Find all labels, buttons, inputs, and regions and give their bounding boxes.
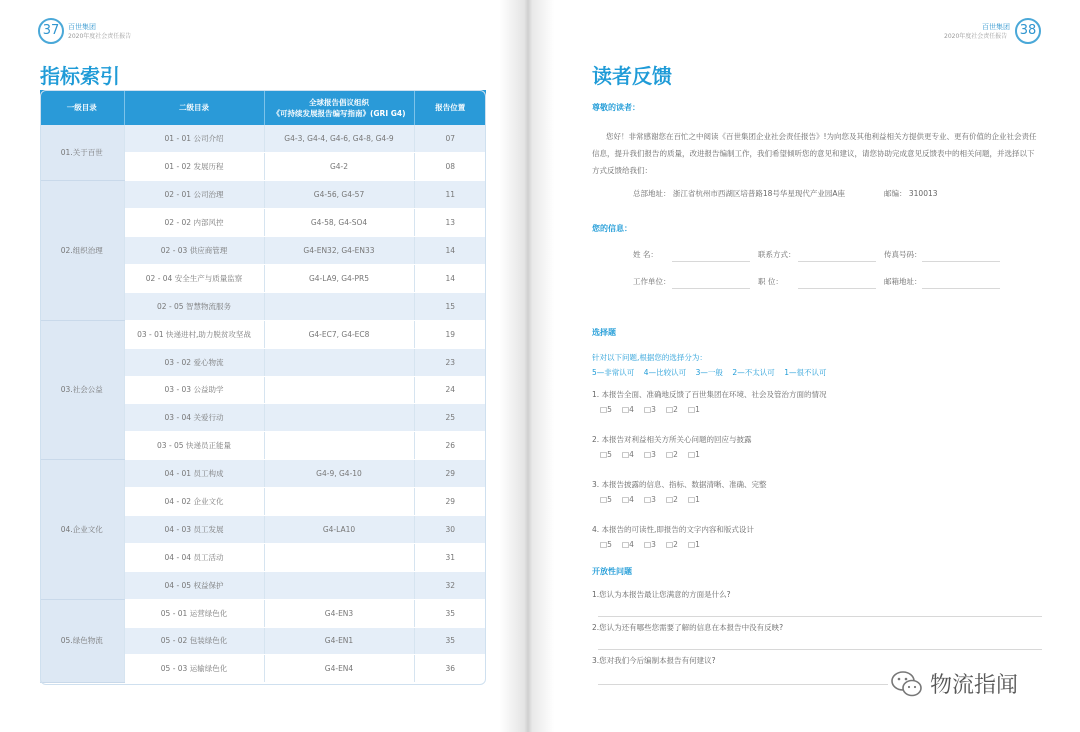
postcode: 邮编： 310013 [884, 189, 938, 198]
choice-question-1: 1. 本报告全面、准确地反馈了百世集团在环境、社会及管治方面的情况 [592, 390, 827, 399]
field-fax-input[interactable] [922, 261, 1000, 262]
open-answer-2[interactable] [598, 649, 1042, 650]
page-cell: 30 [414, 515, 486, 543]
book-gutter [500, 0, 554, 732]
open-question-1: 1.您认为本报告最让您满意的方面是什么? [592, 590, 731, 599]
field-name-input[interactable] [672, 261, 750, 262]
page-number-right: 38 [1015, 18, 1041, 44]
field-name-label: 姓 名： [633, 250, 658, 259]
group-cell: 02.组织治理 [40, 181, 124, 320]
field-position-label: 职 位： [758, 277, 783, 286]
gri-cell [264, 432, 414, 460]
gri-cell: G4-58, G4-SO4 [264, 209, 414, 237]
rating-option[interactable]: □5 [600, 405, 612, 414]
header-level1: 一级目录 [40, 90, 124, 125]
watermark-text: 物流指闻 [930, 673, 1019, 698]
page-cell: 19 [414, 320, 486, 348]
gri-cell [264, 348, 414, 376]
rating-option[interactable]: □1 [688, 450, 700, 459]
page-cell: 25 [414, 404, 486, 432]
rating-option[interactable]: □4 [622, 495, 634, 504]
gri-cell [264, 376, 414, 404]
page-cell: 35 [414, 627, 486, 655]
table-header-row [40, 90, 486, 125]
gri-cell [264, 404, 414, 432]
section-cell: 04 - 05 权益保护 [124, 571, 264, 599]
watermark [890, 668, 1018, 699]
group-cell: 03.社会公益 [40, 320, 124, 459]
section-cell: 02 - 05 智慧物流服务 [124, 292, 264, 320]
field-company-input[interactable] [672, 288, 750, 289]
rating-option[interactable]: □4 [622, 450, 634, 459]
rating-option[interactable]: □5 [600, 540, 612, 549]
table-row [40, 320, 486, 348]
open-question-3: 3.您对我们今后编制本报告有何建议? [592, 656, 716, 665]
choice-question-4: 4. 本报告的可读性,即报告的文字内容和版式设计 [592, 525, 754, 534]
section-cell: 04 - 03 员工发展 [124, 515, 264, 543]
section-cell: 01 - 02 发展历程 [124, 153, 264, 181]
field-fax-label: 传真号码： [884, 250, 922, 259]
section-cell: 05 - 01 运营绿色化 [124, 599, 264, 627]
field-contact-input[interactable] [798, 261, 876, 262]
page-cell: 07 [414, 125, 486, 153]
gri-cell [264, 292, 414, 320]
rating-option[interactable]: □2 [666, 450, 678, 459]
section-cell: 02 - 04 安全生产与质量监察 [124, 264, 264, 292]
rating-option[interactable]: □3 [644, 450, 656, 459]
page-cell: 23 [414, 348, 486, 376]
section-cell: 02 - 03 供应商管理 [124, 237, 264, 265]
section-cell: 03 - 01 快递进村,助力脱贫攻坚战 [124, 320, 264, 348]
salutation: 尊敬的读者： [592, 103, 640, 112]
rating-option[interactable]: □3 [644, 405, 656, 414]
section-cell: 04 - 02 企业文化 [124, 488, 264, 516]
gri-cell: G4-EC7, G4-EC8 [264, 320, 414, 348]
page-cell: 13 [414, 209, 486, 237]
group-cell: 05.绿色物流 [40, 599, 124, 683]
rating-option[interactable]: □3 [644, 540, 656, 549]
feedback-title: 读者反馈 [592, 64, 672, 88]
field-contact-label: 联系方式： [758, 250, 796, 259]
page-cell: 15 [414, 292, 486, 320]
choice-question-3: 3. 本报告披露的信息、指标、数据清晰、准确、完整 [592, 480, 767, 489]
rating-option[interactable]: □5 [600, 495, 612, 504]
page-cell: 29 [414, 488, 486, 516]
gri-cell [264, 571, 414, 599]
section-cell: 05 - 02 包装绿色化 [124, 627, 264, 655]
rating-option[interactable]: □5 [600, 450, 612, 459]
index-table [40, 90, 486, 683]
choice-question-2: 2. 本报告对利益相关方所关心问题的回应与披露 [592, 435, 752, 444]
gri-cell: G4-EN4 [264, 655, 414, 683]
gri-cell: G4-2 [264, 153, 414, 181]
page-cell: 14 [414, 264, 486, 292]
rating-option[interactable]: □2 [666, 405, 678, 414]
rating-option[interactable]: □3 [644, 495, 656, 504]
gri-cell: G4-9, G4-10 [264, 460, 414, 488]
header-level2: 二级目录 [124, 90, 264, 125]
section-cell: 03 - 04 关爱行动 [124, 404, 264, 432]
hq-address: 总部地址： 浙江省杭州市西湖区培普路18号华星现代产业园A座 [633, 189, 846, 198]
gri-cell: G4-EN1 [264, 627, 414, 655]
field-email-input[interactable] [922, 288, 1000, 289]
rating-option[interactable]: □1 [688, 405, 700, 414]
group-cell: 04.企业文化 [40, 460, 124, 599]
rating-option[interactable]: □2 [666, 540, 678, 549]
open-answer-1[interactable] [598, 616, 1042, 617]
table-row [40, 460, 486, 488]
section-cell: 03 - 03 公益助学 [124, 376, 264, 404]
table-row [40, 599, 486, 627]
rating-option[interactable]: □4 [622, 405, 634, 414]
page-cell: 35 [414, 599, 486, 627]
open-answer-3[interactable] [598, 684, 888, 685]
field-position-input[interactable] [798, 288, 876, 289]
gri-cell: G4-EN32, G4-EN33 [264, 237, 414, 265]
gri-cell: G4-LA9, G4-PR5 [264, 264, 414, 292]
section-cell: 02 - 02 内部风控 [124, 209, 264, 237]
gri-cell [264, 543, 414, 571]
section-cell: 03 - 05 快递员正能量 [124, 432, 264, 460]
gri-cell [264, 488, 414, 516]
report-right: 2020年度社会责任报告 [944, 33, 1008, 40]
rating-option[interactable]: □1 [688, 540, 700, 549]
section-cell: 05 - 03 运输绿色化 [124, 655, 264, 683]
choice-hint: 针对以下问题,根据您的选择分为： [592, 353, 707, 362]
table-row [40, 125, 486, 153]
page-number-left: 37 [38, 18, 64, 44]
section-cell: 01 - 01 公司介绍 [124, 125, 264, 153]
report-left: 2020年度社会责任报告 [68, 33, 132, 40]
section-cell: 04 - 01 员工构成 [124, 460, 264, 488]
page-cell: 32 [414, 571, 486, 599]
group-cell: 01.关于百世 [40, 125, 124, 181]
section-cell: 04 - 04 员工活动 [124, 543, 264, 571]
page-cell: 08 [414, 153, 486, 181]
brand-right: 百世集团 [982, 23, 1010, 31]
rating-scale: 5—非常认可 4—比较认可 3—一般 2—不太认可 1—很不认可 [592, 368, 827, 377]
gri-cell: G4-56, G4-57 [264, 181, 414, 209]
header-page: 报告位置 [414, 90, 486, 125]
page-cell: 26 [414, 432, 486, 460]
page-cell: 11 [414, 181, 486, 209]
page-cell: 24 [414, 376, 486, 404]
rating-option[interactable]: □2 [666, 495, 678, 504]
brand-left: 百世集团 [68, 23, 96, 31]
open-title: 开放性问题 [592, 567, 632, 576]
rating-option[interactable]: □1 [688, 495, 700, 504]
info-title: 您的信息： [592, 224, 632, 233]
table-row [40, 181, 486, 209]
intro-paragraph: 您好！非常感谢您在百忙之中阅读《百世集团企业社会责任报告》!为向您及其他利益相关方提供更专业、更有价值的企业社会责任信息，提升我们报告的质量，改进报告编制工作，我们希望倾听您的意见和建议，请您协助完成意见反馈表中的相关问题，并选择以下方式反馈给我们： [592, 132, 1037, 175]
page-cell: 14 [414, 237, 486, 265]
field-company-label: 工作单位： [633, 277, 671, 286]
wechat-icon [890, 669, 924, 699]
choice-title: 选择题 [592, 328, 616, 337]
gri-cell: G4-3, G4-4, G4-6, G4-8, G4-9 [264, 125, 414, 153]
page-cell: 31 [414, 543, 486, 571]
index-title: 指标索引 [40, 64, 120, 88]
rating-option[interactable]: □4 [622, 540, 634, 549]
section-cell: 02 - 01 公司治理 [124, 181, 264, 209]
field-email-label: 邮箱地址： [884, 277, 922, 286]
gri-cell: G4-EN3 [264, 599, 414, 627]
gri-cell: G4-LA10 [264, 515, 414, 543]
header-gri: 全球报告倡议组织 《可持续发展报告编写指南》(GRI G4) [264, 90, 414, 125]
page-cell: 36 [414, 655, 486, 683]
open-question-2: 2.您认为还有哪些您需要了解的信息在本报告中没有反映? [592, 623, 784, 632]
section-cell: 03 - 02 爱心物流 [124, 348, 264, 376]
page-cell: 29 [414, 460, 486, 488]
